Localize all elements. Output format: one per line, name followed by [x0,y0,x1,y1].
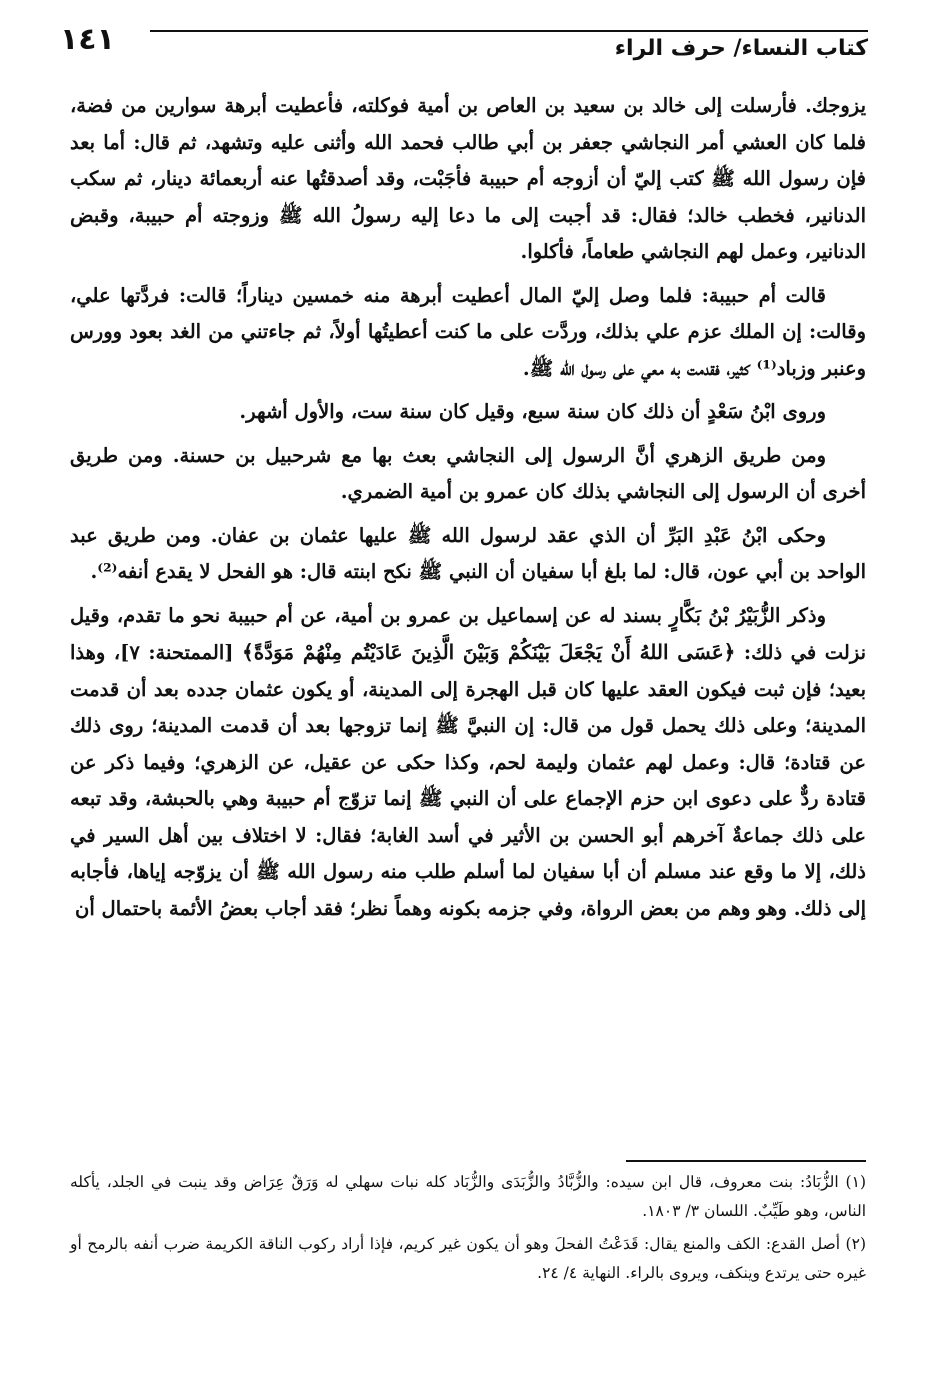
paragraph: ومن طريق الزهري أنَّ الرسول إلى النجاشي بعث بها مع شرحبيل بن حسنة. ومن طريق أخرى أن الرسول إلى النجاشي بذلك كان عمرو بن أمية الضمري. [70,443,866,503]
page-number: ١٤١ [60,22,115,57]
paragraph: قالت أم حبيبة: فلما وصل إليّ المال أعطيت أبرهة منه خمسين ديناراً؛ قالت: فردَّتها علي، وقالت: إن الملك عزم علي بذلك، وردَّت على ما كنت أعطيتُها أولاً، ثم جاءتني من الغد بعود وورس وعنبر وزباد⁽¹⁾ كثير، فقدمت به معي على رسول الله ﷺ. [70,283,866,380]
paragraph-text: [الممتحنة: ٧]، وهذا بعيد؛ فإن ثبت فيكون العقد عليها كان قبل الهجرة إلى المدينة، أو يكون عثمان جدده بعد أن قدمت المدينة؛ وعلى ذلك يحمل قول من قال: إن النبيَّ ﷺ إنما تزوجها بعد أن قدمت المدينة؛ روى ذلك عن قتادة؛ قال: وعمل لهم عثمان وليمة لحم، وكذا حكى عن عقيل، عن الزهري؛ وفيما ذكر عن قتادة ردٌّ على دعوى ابن حزم الإجماع على أن النبي ﷺ إنما تزوّج أم حبيبة وهي بالحبشة، وقد تبعه على ذلك جماعةٌ آخرهم أبو الحسن بن الأثير في أسد الغابة؛ فقال: لا اختلاف بين أهل السير في ذلك، إلا ما وقع عند مسلم أن أبا سفيان لما أسلم طلب منه رسول الله ﷺ أن يزوّجه إياها، فأجابه إلى ذلك. وهو وهم من بعض الرواة، وفي جزمه بكونه وهماً نظر؛ فقد أجاب بعضُ الأئمة باحتمال أن [70,641,866,920]
footnote-rule [626,1160,866,1162]
paragraph: وحكى ابْنُ عَبْدِ البَرِّ أن الذي عقد لرسول الله ﷺ عليها عثمان بن عفان. ومن طريق عبد الواحد بن أبي عون، قال: لما بلغ أبا سفيان أن النبي ﷺ نكح ابنته قال: هو الفحل لا يقدع أنفه⁽²⁾. [70,523,866,583]
header-rule [150,30,868,32]
running-head: كتاب النساء/ حرف الراء [614,36,868,61]
paragraph-text: وذكر الزُّبَيْرُ بْنُ بَكَّارٍ بسند له عن إسماعيل بن عمرو بن أمية، عن أم حبيبة نحو ما تقدم، وقيل نزلت في ذلك: [70,603,867,664]
footnotes [70,1168,866,1292]
footnote: (٢) أصل القدع: الكف والمنع يقال: قَدَعْتُ الفحلَ وهو أن يكون غير كريم، فإذا أراد ركوب الناقة الكريمة ضرب أنفه بالرمح أو غيره حتى يرتدع وينكف، ويروى بالراء. النهاية ٤/ ٢٤. [70,1235,866,1282]
page-header [60,22,868,70]
main-text [70,88,866,934]
quran-verse: ﴿عَسَى اللهُ أَنْ يَجْعَلَ بَيْنَكُمْ وَبَيْنَ الَّذِينَ عَادَيْتُم مِنْهُمْ مَوَدَّةً﴾ [242,640,736,664]
paragraph [70,598,866,928]
paragraph: يزوجك. فأرسلت إلى خالد بن سعيد بن العاص بن أمية فوكلته، فأعطيت أبرهة سوارين من فضة، فلما كان العشي أمر النجاشي جعفر بن أبي طالب فحمد الله وأثنى عليه وتشهد، ثم قال: أما بعد فإن رسول الله ﷺ كتب إليّ أن أزوجه أم حبيبة فأجَبْت، وقد أصدقتُها عنه أربعمائة دينار، ثم سكب الدنانير، فخطب خالد؛ فقال: قد أجبت إلى ما دعا إليه رسولُ الله ﷺ وزوجته أم حبيبة، وقبض الدنانير، وعمل لهم النجاشي طعاماً، فأكلوا. [70,94,866,263]
footnote: (١) الزُّبَادُ: بنت معروف، قال ابن سيده: والزُّبَّادُ والزُّبَدَى والزُّبَاد كله نبات سهلي له وَرَقٌ عِرَاض وقد ينبت في الجلد، يأكله الناس، وهو طَيِّبٌ. اللسان ٣/ ١٨٠٣. [70,1173,866,1220]
paragraph: وروى ابْنُ سَعْدٍ أن ذلك كان سنة سبع، وقيل كان سنة ست، والأول أشهر. [239,400,826,423]
